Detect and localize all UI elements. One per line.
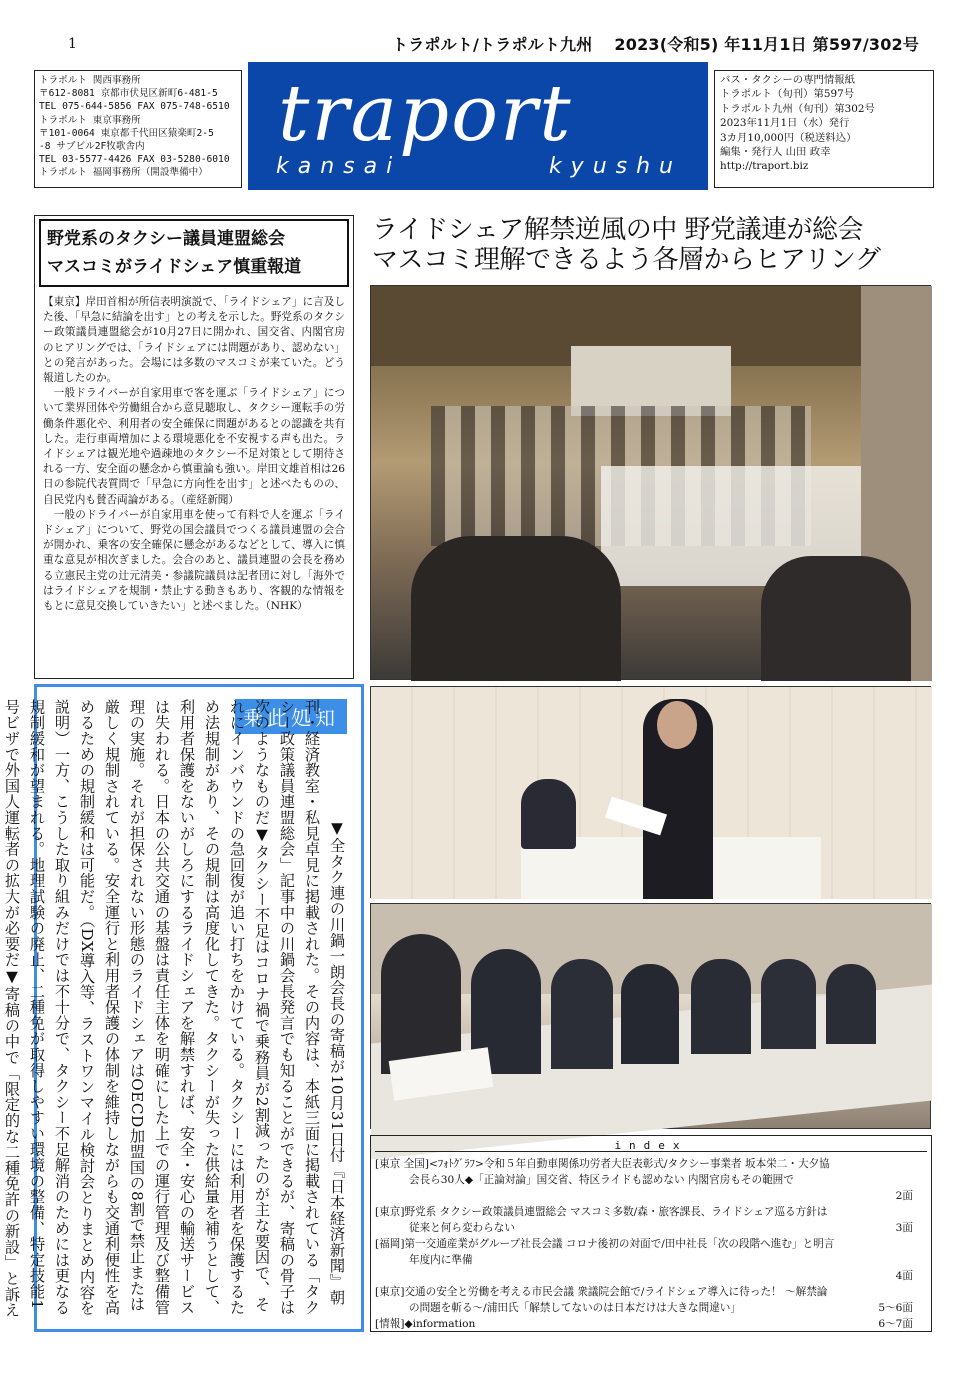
info-line: 編集・発行人 山田 政幸	[720, 146, 831, 159]
index-item-line-text: の問題を斬る～/浦田氏「解禁してないのは日本だけは大きな間違い」	[409, 1302, 741, 1314]
index-page: 2面	[895, 1190, 913, 1202]
info-line: トラポルト九州（旬刊）第302号	[720, 102, 875, 115]
main-headline	[372, 215, 932, 275]
index-divider	[375, 1151, 927, 1152]
office-line: トラポルト 東京事務所	[39, 114, 141, 126]
left-paragraph: 【東京】岸田首相が所信表明演説で、「ライドシェア」に言及した後、「早急に結論を出す」との考えを示した。野党系のタクシー政策議員連盟総会が10月27日に開かれ、国交省、内閣官房のヒアリングでは、「ライドシェアには問題があり、認めない」との発言があった。会場には多数のマスコミが来ていた。どう報道したのか。	[43, 296, 345, 385]
index-item[interactable]	[375, 1284, 925, 1316]
office-line: 〒612-8081 京都市伏見区新町6-481-5	[39, 88, 218, 100]
index-item[interactable]	[375, 1204, 925, 1236]
editorial-column	[3, 684, 364, 1332]
index-item[interactable]	[375, 1316, 925, 1332]
main-headline-line-1: ライドシェア解禁逆風の中 野党議連が総会	[372, 215, 863, 245]
office-addresses	[34, 70, 242, 188]
column-title: 乗此処知	[235, 699, 347, 734]
left-headline-line-1: 野党系のタクシー議員連盟総会	[47, 229, 285, 249]
info-link[interactable]: http://traport.biz	[720, 160, 809, 173]
index-heading: index	[614, 1139, 688, 1152]
column-body: ▼全タク連の川鍋一朗会長の寄稿が10月31日付『日本経済新聞』朝刊・経済教室・私見卓見に掲載された。その内容は、本紙三面に掲載されている「タクシー政策議員連盟総会」記事中の川鍋会長発言でも知ることができるが、寄稿の骨子は次のようなものだ▼タクシー不足はコロナ禍で乗務員が2割減ったのが主な要因で、それにインバウンドの急回復が追い打ちをかけている。タクシーには利用者を保護するため法規制があり、その規制は高度化してきた。タクシーが失った供給量を補うとして、利用者保護をないがしろにするライドシェアを解禁すれば、安全・安心の輸送サービスは失われる。日本の公共交通の基盤は責任主体を明確にした上での運行管理及び整備管理の実施。それが担保されない形態のライドシェアはOECD加盟国の8割で禁止または厳しく規制されている。安全運行と利用者保護の体制を維持しながらも交通利便性を高めるための規制緩和は可能だ。（DX導入等、ラストワンマイル検討会とりまとめ内容を説明）一方、こうした取り組みだけでは不十分で、タクシー不足解消のためには更なる規制緩和が望まれる。地理試験の廃止、二種免が取得しやすい環境の整備、特定技能1号ビザで外国人運転者の拡大が必要だ▼寄稿の中で「限定的な二種免許の新設」と訴え	[3, 699, 346, 1318]
left-article	[34, 215, 354, 679]
info-line: トラポルト（旬刊）第597号	[720, 88, 855, 101]
logo-kyushu: kyushu	[548, 154, 682, 179]
meeting-hall-photo	[370, 285, 931, 680]
index-item-line: [東京]交通の安全と労働を考える市民会議 衆議院会館で/ライドシェア導入に待った！ ～解禁論	[375, 1286, 828, 1298]
index-page: 3面	[895, 1222, 913, 1234]
index-page: 5～6面	[878, 1302, 913, 1314]
left-headline-line-2: マスコミがライドシェア慎重報道	[47, 257, 302, 277]
info-line: 3カ月10,000円（税送料込）	[720, 131, 857, 144]
left-paragraph: 一般ドライバーが自家用車で客を運ぶ「ライドシェア」について業界団体や労働組合から意見聴取し、タクシー運転手の労働条件悪化や、利用者の安全確保に問題があるとの認識を共有した。走行車両増加による環境悪化を不安視する声も出た。ライドシェアは観光地や過疎地のタクシー不足対策として期待される一方、安全面の懸念から慎重論も強い。岸田文雄首相は26日の参院代表質問で「早急に方向性を出す」と述べたものの、自民党内も賛否両論がある。（産経新聞）	[43, 387, 345, 506]
panel-photo	[370, 903, 931, 1129]
office-line: TEL 03-5577-4426 FAX 03-5280-6010	[39, 154, 230, 166]
office-line: TEL 075-644-5856 FAX 075-748-6510	[39, 101, 230, 113]
page-header	[0, 30, 967, 56]
index-item-line-text: 従来と何ら変わらない	[409, 1222, 515, 1234]
info-line: 2023年11月1日（水）発行	[720, 117, 850, 130]
info-line: バス・タクシーの専門情報紙	[720, 74, 856, 86]
left-article-headline	[39, 219, 349, 287]
index-item-line: [福岡]第一交通産業がグループ社長会議 コロナ後初の対面で/田中社長「次の段階へ進む」と明言	[375, 1238, 835, 1250]
logo-title: traport	[278, 69, 573, 159]
office-line: -8 サブビル2F牧歌舎内	[39, 141, 145, 153]
index-box	[370, 1135, 932, 1332]
index-item-line-text: [情報]◆information	[375, 1318, 476, 1330]
index-list	[375, 1156, 925, 1332]
index-item-line	[375, 1220, 925, 1236]
publication-line: トラポルト/トラポルト九州 2023(令和5) 年11月1日 第597/302号	[392, 35, 920, 54]
office-line: トラポルト 関西事務所	[39, 75, 141, 86]
index-item-line	[375, 1316, 925, 1332]
page-number: 1	[68, 36, 77, 52]
index-page: 6～7面	[878, 1318, 913, 1330]
index-item-line: [東京]野党系 タクシー政策議員連盟総会 マスコミ多数/森・旅客課長、ライドシェア巡る方針は	[375, 1206, 828, 1218]
index-item-line: [東京 全国]<ﾌｫﾄｸﾞﾗﾌ>令和５年自動車関係功労者大臣表彰式/タクシー事業者 坂本栄二・大夕協	[375, 1158, 830, 1170]
publication-info	[714, 70, 934, 188]
index-page: 4面	[895, 1270, 913, 1282]
office-line: 〒101-0064 東京都千代田区猿楽町2-5	[39, 127, 214, 139]
left-article-body	[35, 287, 353, 614]
office-line: トラポルト 福岡事務所（開設準備中）	[39, 167, 208, 179]
main-headline-line-2: マスコミ理解できるよう各層からヒアリング	[372, 245, 881, 275]
index-item[interactable]	[375, 1156, 925, 1204]
left-paragraph: 一般のドライバーが自家用車を使って有料で人を運ぶ「ライドシェア」について、野党の国会議員でつくる議員連盟の会合が開かれ、乗客の安全確保に懸念があるなどとして、導入に慎重な意見が相次ぎました。会合のあと、議員連盟の会長を務める立憲民主党の辻元清美・参議院議員は記者団に対し「海外ではライドシェアを規制・禁止する動きもあり、客観的な情報をもとに意見交換していきたい」と述べました。（NHK）	[43, 508, 345, 613]
masthead-logo	[248, 62, 708, 190]
column-text	[3, 699, 349, 1324]
index-item[interactable]	[375, 1236, 925, 1284]
index-item-line: 年度内に準備	[409, 1254, 473, 1266]
index-item-line	[375, 1300, 925, 1316]
logo-kansai: kansai	[276, 154, 402, 179]
index-item-line: 会長ら30人◆「正論対論」国交省、特区ライドも認めない 内閣官房もその範囲で	[409, 1174, 794, 1186]
speaker-photo	[370, 686, 931, 898]
